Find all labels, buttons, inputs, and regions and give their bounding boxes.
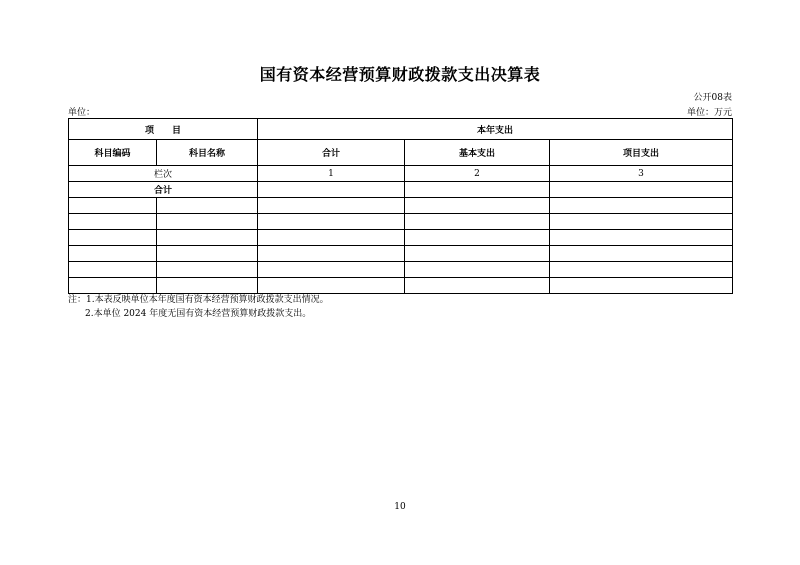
table-cell (157, 230, 258, 246)
table-cell (69, 230, 157, 246)
table-cell (258, 278, 405, 294)
expenditure-table (68, 118, 733, 294)
table-cell (69, 278, 157, 294)
header-row-1 (69, 119, 733, 140)
table-cell (405, 182, 550, 198)
table-row (69, 198, 733, 214)
col-subject-code: 科目编码 (69, 140, 157, 166)
table-cell (550, 182, 733, 198)
table-cell (405, 246, 550, 262)
table-row (69, 214, 733, 230)
header-row-2 (69, 140, 733, 166)
table-cell (405, 214, 550, 230)
table-row (69, 278, 733, 294)
table-cell (258, 262, 405, 278)
table-cell (157, 246, 258, 262)
table-cell (69, 246, 157, 262)
table-cell (405, 198, 550, 214)
table-cell (405, 278, 550, 294)
table-cell (69, 198, 157, 214)
table-cell (157, 198, 258, 214)
table-cell (69, 214, 157, 230)
table-row (69, 262, 733, 278)
table-cell (157, 278, 258, 294)
table-cell (157, 214, 258, 230)
note-line-1: 注：1.本表反映单位本年度国有资本经营预算财政拨款支出情况。 (68, 295, 329, 305)
unit-label-right: 单位：万元 (686, 108, 732, 118)
sequence-2: 2 (405, 166, 550, 182)
table-cell (550, 230, 733, 246)
table-row (69, 230, 733, 246)
table-cell (69, 262, 157, 278)
note-line-2: 2.本单位 2024 年度无国有资本经营预算财政拨款支出。 (85, 309, 312, 319)
table-cell (258, 230, 405, 246)
table-cell (157, 262, 258, 278)
table-cell (550, 214, 733, 230)
table-cell (258, 214, 405, 230)
col-total: 合计 (258, 140, 405, 166)
sequence-1: 1 (258, 166, 405, 182)
col-subject-name: 科目名称 (157, 140, 258, 166)
table-cell (550, 198, 733, 214)
sequence-3: 3 (550, 166, 733, 182)
total-label: 合计 (69, 182, 258, 198)
notes (68, 293, 329, 321)
col-basic-spend: 基本支出 (405, 140, 550, 166)
table-cell (405, 262, 550, 278)
header-project: 项 目 (69, 119, 258, 140)
table-cell (258, 198, 405, 214)
sequence-row (69, 166, 733, 182)
total-row (69, 182, 733, 198)
table-cell (550, 262, 733, 278)
table-cell (405, 230, 550, 246)
page-number: 10 (394, 502, 406, 512)
form-number: 公开08表 (693, 93, 732, 103)
unit-label-left: 单位： (68, 108, 96, 118)
sequence-label: 栏次 (69, 166, 258, 182)
table-cell (550, 278, 733, 294)
table-cell (258, 182, 405, 198)
table-cell (258, 246, 405, 262)
col-project-spend: 项目支出 (550, 140, 733, 166)
table-row (69, 246, 733, 262)
header-year-spend: 本年支出 (258, 119, 733, 140)
document-title: 国有资本经营预算财政拨款支出决算表 (259, 65, 541, 84)
table-cell (550, 246, 733, 262)
